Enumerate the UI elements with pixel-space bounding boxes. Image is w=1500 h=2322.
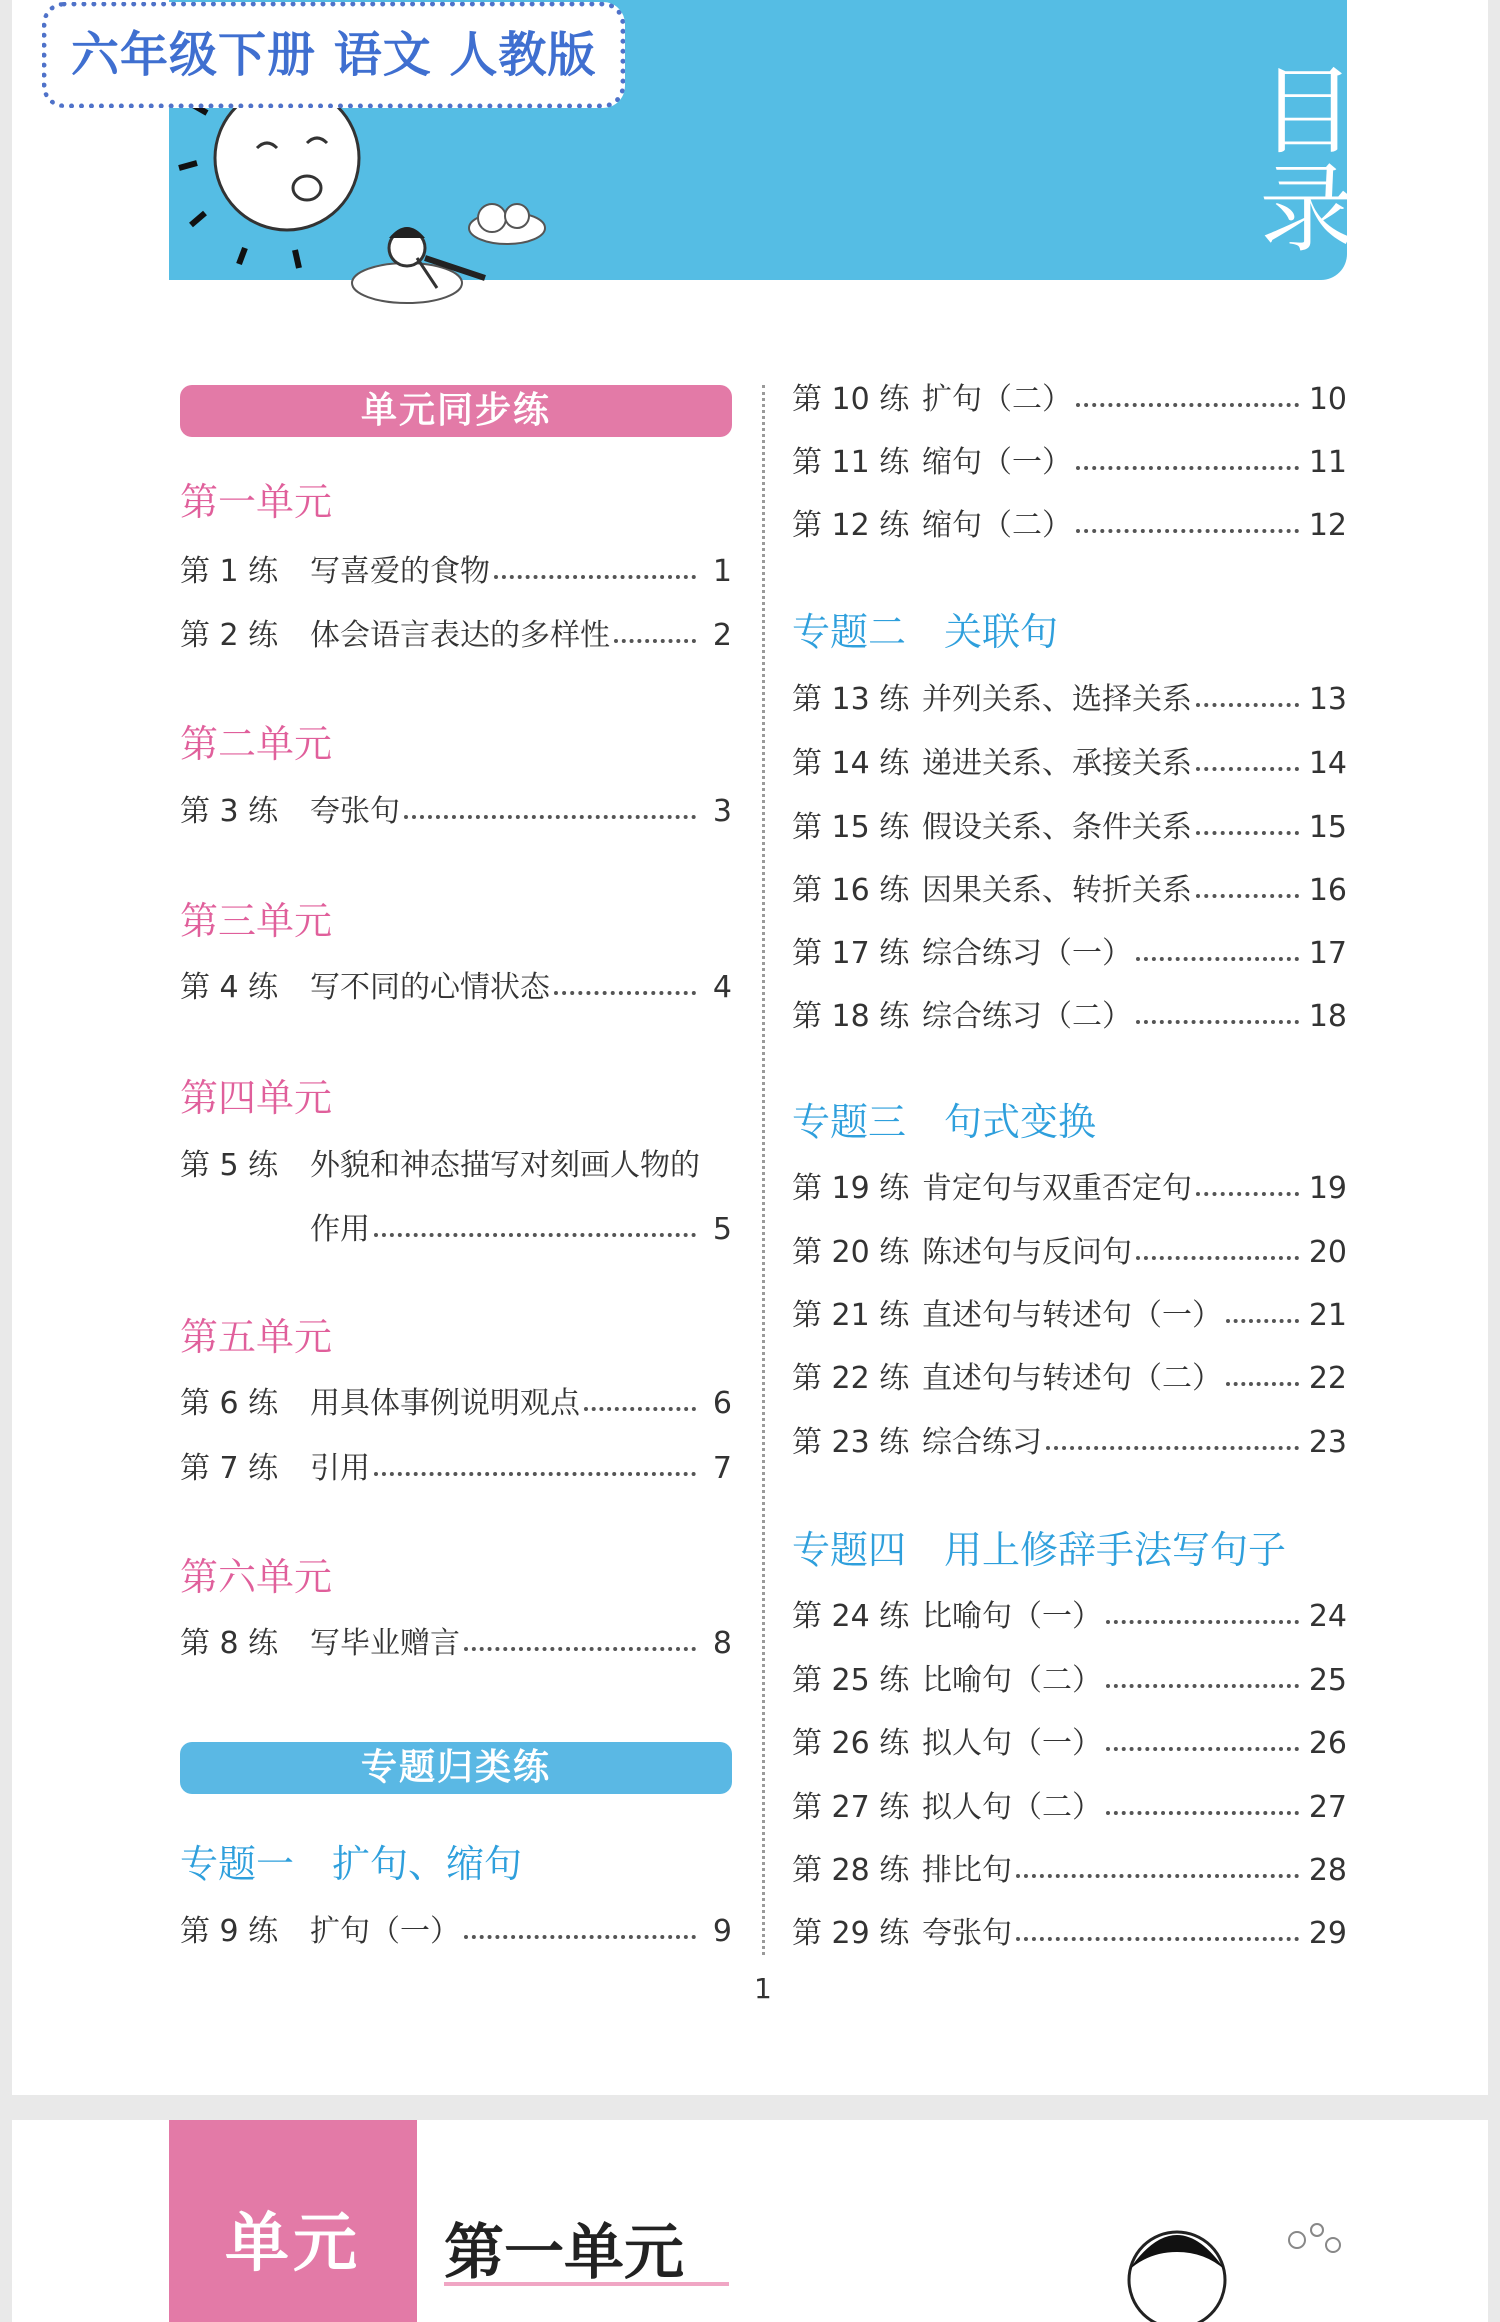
topic-name: 关联句 bbox=[944, 610, 1059, 654]
entry-title: 用具体事例说明观点 bbox=[310, 1386, 580, 1421]
entry-number: 第 7 练 bbox=[180, 1451, 279, 1486]
entry-page: 25 bbox=[1308, 1663, 1347, 1698]
entry-page: 21 bbox=[1308, 1298, 1347, 1333]
entry-title-continued: 作用 bbox=[310, 1212, 370, 1247]
entry-title: 引用 bbox=[310, 1451, 370, 1486]
leader-dots bbox=[1106, 1727, 1299, 1751]
entry-title: 肯定句与双重否定句 bbox=[922, 1171, 1192, 1206]
kid-illustration bbox=[1097, 2190, 1357, 2322]
toc-entry[interactable] bbox=[792, 1595, 1347, 1639]
leader-dots bbox=[614, 619, 696, 643]
entry-page: 6 bbox=[712, 1386, 732, 1421]
entry-number: 第 22 练 bbox=[792, 1361, 910, 1396]
entry-page: 17 bbox=[1308, 936, 1347, 971]
entry-title: 拟人句（一） bbox=[922, 1726, 1102, 1761]
leader-dots bbox=[1196, 874, 1299, 898]
entry-title: 综合练习 bbox=[922, 1425, 1042, 1460]
entry-page: 2 bbox=[712, 618, 732, 653]
entry-number: 第 3 练 bbox=[180, 794, 279, 829]
entry-title: 外貌和神态描写对刻画人物的 bbox=[310, 1148, 700, 1183]
toc-entry[interactable] bbox=[792, 1421, 1347, 1465]
entry-number: 第 26 练 bbox=[792, 1726, 910, 1761]
leader-dots bbox=[1106, 1664, 1299, 1688]
entry-number: 第 14 练 bbox=[792, 746, 910, 781]
leader-dots bbox=[1046, 1426, 1299, 1450]
toc-entry[interactable] bbox=[792, 1912, 1347, 1956]
leader-dots bbox=[374, 1213, 696, 1237]
toc-entry[interactable] bbox=[792, 504, 1347, 548]
entry-page: 13 bbox=[1308, 682, 1347, 717]
grade-badge: 六年级下册 语文 人教版 bbox=[42, 2, 625, 108]
entry-page: 9 bbox=[712, 1914, 732, 1949]
page-number: 1 bbox=[754, 1972, 772, 2005]
leader-dots bbox=[1136, 1236, 1299, 1260]
leader-dots bbox=[464, 1627, 696, 1651]
toc-entry[interactable] bbox=[180, 550, 732, 594]
toc-entry[interactable] bbox=[180, 1622, 732, 1666]
topic-name: 扩句、缩句 bbox=[332, 1842, 523, 1886]
entry-title: 拟人句（二） bbox=[922, 1790, 1102, 1825]
toc-entry[interactable] bbox=[792, 1231, 1347, 1275]
entry-page: 8 bbox=[712, 1626, 732, 1661]
topic-label: 专题一 bbox=[180, 1842, 295, 1886]
entry-title: 缩句（二） bbox=[922, 508, 1072, 543]
entry-number: 第 2 练 bbox=[180, 618, 279, 653]
toc-entry[interactable] bbox=[792, 1786, 1347, 1830]
entry-title: 扩句（二） bbox=[922, 382, 1072, 417]
section-pill-unit-practice: 单元同步练 bbox=[180, 385, 732, 437]
entry-title: 陈述句与反问句 bbox=[922, 1235, 1132, 1270]
entry-number: 第 29 练 bbox=[792, 1916, 910, 1951]
toc-entry[interactable] bbox=[792, 1357, 1347, 1401]
topic-label: 专题三 bbox=[792, 1100, 907, 1144]
sun-and-kid-illustration bbox=[177, 88, 557, 328]
toc-entry[interactable] bbox=[792, 869, 1347, 913]
topic-heading bbox=[792, 608, 1058, 656]
leader-dots bbox=[1226, 1299, 1299, 1323]
entry-number: 第 21 练 bbox=[792, 1298, 910, 1333]
entry-title: 直述句与转述句（二） bbox=[922, 1361, 1222, 1396]
leader-dots bbox=[1076, 446, 1299, 470]
entry-title: 写不同的心情状态 bbox=[310, 970, 550, 1005]
entry-number: 第 4 练 bbox=[180, 970, 279, 1005]
leader-dots bbox=[1076, 509, 1299, 533]
toc-entry[interactable] bbox=[792, 1659, 1347, 1703]
leader-dots bbox=[464, 1915, 696, 1939]
entry-page: 3 bbox=[712, 794, 732, 829]
unit-tab: 单元 bbox=[169, 2120, 417, 2322]
entry-number: 第 15 练 bbox=[792, 810, 910, 845]
toc-entry[interactable] bbox=[180, 1144, 732, 1188]
entry-page: 12 bbox=[1308, 508, 1347, 543]
entry-page: 19 bbox=[1308, 1171, 1347, 1206]
toc-entry[interactable] bbox=[180, 614, 732, 658]
entry-page: 11 bbox=[1308, 445, 1347, 480]
toc-entry[interactable] bbox=[792, 932, 1347, 976]
leader-dots bbox=[1106, 1600, 1299, 1624]
toc-entry-continuation[interactable] bbox=[310, 1208, 732, 1252]
entry-title: 扩句（一） bbox=[310, 1914, 460, 1949]
leader-dots bbox=[1016, 1854, 1299, 1878]
entry-number: 第 17 练 bbox=[792, 936, 910, 971]
toc-entry[interactable] bbox=[180, 1447, 732, 1491]
next-page-preview bbox=[12, 2120, 1488, 2322]
toc-entry[interactable] bbox=[792, 806, 1347, 850]
leader-dots bbox=[1196, 683, 1299, 707]
unit-underline bbox=[444, 2282, 729, 2286]
entry-page: 10 bbox=[1308, 382, 1347, 417]
entry-page: 24 bbox=[1308, 1599, 1347, 1634]
toc-entry[interactable] bbox=[792, 1722, 1347, 1766]
leader-dots bbox=[1196, 1172, 1299, 1196]
toc-entry[interactable] bbox=[792, 378, 1347, 422]
entry-title: 综合练习（一） bbox=[922, 936, 1132, 971]
entry-number: 第 6 练 bbox=[180, 1386, 279, 1421]
entry-number: 第 20 练 bbox=[792, 1235, 910, 1270]
entry-title: 写喜爱的食物 bbox=[310, 554, 490, 589]
entry-title: 综合练习（二） bbox=[922, 999, 1132, 1034]
topic-heading bbox=[792, 1098, 1096, 1146]
topic-name: 用上修辞手法写句子 bbox=[944, 1528, 1287, 1572]
leader-dots bbox=[494, 555, 696, 579]
entry-number: 第 5 练 bbox=[180, 1148, 279, 1183]
entry-number: 第 9 练 bbox=[180, 1914, 279, 1949]
toc-entry[interactable] bbox=[180, 790, 732, 834]
entry-page: 29 bbox=[1308, 1916, 1347, 1951]
entry-page: 16 bbox=[1308, 873, 1347, 908]
toc-page bbox=[12, 0, 1488, 2095]
entry-title: 假设关系、条件关系 bbox=[922, 810, 1192, 845]
entry-page: 26 bbox=[1308, 1726, 1347, 1761]
entry-number: 第 1 练 bbox=[180, 554, 279, 589]
toc-entry[interactable] bbox=[792, 995, 1347, 1039]
unit-heading: 第五单元 bbox=[180, 1315, 333, 1359]
entry-number: 第 16 练 bbox=[792, 873, 910, 908]
entry-title: 夸张句 bbox=[310, 794, 400, 829]
entry-title: 夸张句 bbox=[922, 1916, 1012, 1951]
leader-dots bbox=[584, 1387, 696, 1411]
entry-title: 递进关系、承接关系 bbox=[922, 746, 1192, 781]
toc-entry[interactable] bbox=[792, 678, 1347, 722]
section-pill-topic-practice: 专题归类练 bbox=[180, 1742, 732, 1794]
entry-page: 28 bbox=[1308, 1853, 1347, 1888]
page-title: 目录 bbox=[1244, 60, 1356, 256]
entry-title: 比喻句（二） bbox=[922, 1663, 1102, 1698]
topic-name: 句式变换 bbox=[944, 1100, 1097, 1144]
leader-dots bbox=[404, 795, 696, 819]
entry-number: 第 18 练 bbox=[792, 999, 910, 1034]
toc-entry[interactable] bbox=[180, 966, 732, 1010]
entry-title: 体会语言表达的多样性 bbox=[310, 618, 610, 653]
leader-dots bbox=[1106, 1791, 1299, 1815]
entry-number: 第 11 练 bbox=[792, 445, 910, 480]
entry-title: 比喻句（一） bbox=[922, 1599, 1102, 1634]
entry-number: 第 10 练 bbox=[792, 382, 910, 417]
topic-label: 专题四 bbox=[792, 1528, 907, 1572]
topic-label: 专题二 bbox=[792, 610, 907, 654]
toc-entry[interactable] bbox=[792, 1294, 1347, 1338]
entry-page: 18 bbox=[1308, 999, 1347, 1034]
leader-dots bbox=[1196, 747, 1299, 771]
unit-heading: 第四单元 bbox=[180, 1076, 333, 1120]
unit-heading: 第一单元 bbox=[180, 480, 333, 524]
unit-heading: 第三单元 bbox=[180, 899, 333, 943]
entry-page: 1 bbox=[712, 554, 732, 589]
leader-dots bbox=[554, 971, 696, 995]
entry-number: 第 13 练 bbox=[792, 682, 910, 717]
leader-dots bbox=[1226, 1362, 1299, 1386]
entry-title: 并列关系、选择关系 bbox=[922, 682, 1192, 717]
entry-number: 第 19 练 bbox=[792, 1171, 910, 1206]
entry-page: 27 bbox=[1308, 1790, 1347, 1825]
entry-number: 第 23 练 bbox=[792, 1425, 910, 1460]
entry-page: 15 bbox=[1308, 810, 1347, 845]
toc-entry[interactable] bbox=[792, 441, 1347, 485]
entry-page: 14 bbox=[1308, 746, 1347, 781]
entry-number: 第 27 练 bbox=[792, 1790, 910, 1825]
unit-heading: 第二单元 bbox=[180, 722, 333, 766]
leader-dots bbox=[374, 1452, 696, 1476]
entry-title: 缩句（一） bbox=[922, 445, 1072, 480]
entry-page: 20 bbox=[1308, 1235, 1347, 1270]
leader-dots bbox=[1016, 1917, 1299, 1941]
topic-heading bbox=[180, 1840, 522, 1888]
leader-dots bbox=[1136, 1000, 1299, 1024]
leader-dots bbox=[1136, 937, 1299, 961]
entry-number: 第 8 练 bbox=[180, 1626, 279, 1661]
entry-page: 5 bbox=[712, 1212, 732, 1247]
topic-heading bbox=[792, 1526, 1286, 1574]
entry-number: 第 12 练 bbox=[792, 508, 910, 543]
leader-dots bbox=[1076, 383, 1299, 407]
entry-page: 4 bbox=[712, 970, 732, 1005]
toc-entry[interactable] bbox=[792, 1167, 1347, 1211]
toc-entry[interactable] bbox=[792, 742, 1347, 786]
entry-number: 第 24 练 bbox=[792, 1599, 910, 1634]
entry-page: 7 bbox=[712, 1451, 732, 1486]
entry-number: 第 25 练 bbox=[792, 1663, 910, 1698]
entry-page: 22 bbox=[1308, 1361, 1347, 1396]
entry-page: 23 bbox=[1308, 1425, 1347, 1460]
entry-title: 因果关系、转折关系 bbox=[922, 873, 1192, 908]
unit-title: 第一单元 bbox=[444, 2218, 684, 2288]
toc-entry[interactable] bbox=[792, 1849, 1347, 1893]
entry-title: 直述句与转述句（一） bbox=[922, 1298, 1222, 1333]
entry-title: 排比句 bbox=[922, 1853, 1012, 1888]
toc-entry[interactable] bbox=[180, 1910, 732, 1954]
column-divider bbox=[762, 385, 765, 1955]
entry-title: 写毕业赠言 bbox=[310, 1626, 460, 1661]
leader-dots bbox=[1196, 811, 1299, 835]
entry-number: 第 28 练 bbox=[792, 1853, 910, 1888]
toc-entry[interactable] bbox=[180, 1382, 732, 1426]
unit-heading: 第六单元 bbox=[180, 1555, 333, 1599]
